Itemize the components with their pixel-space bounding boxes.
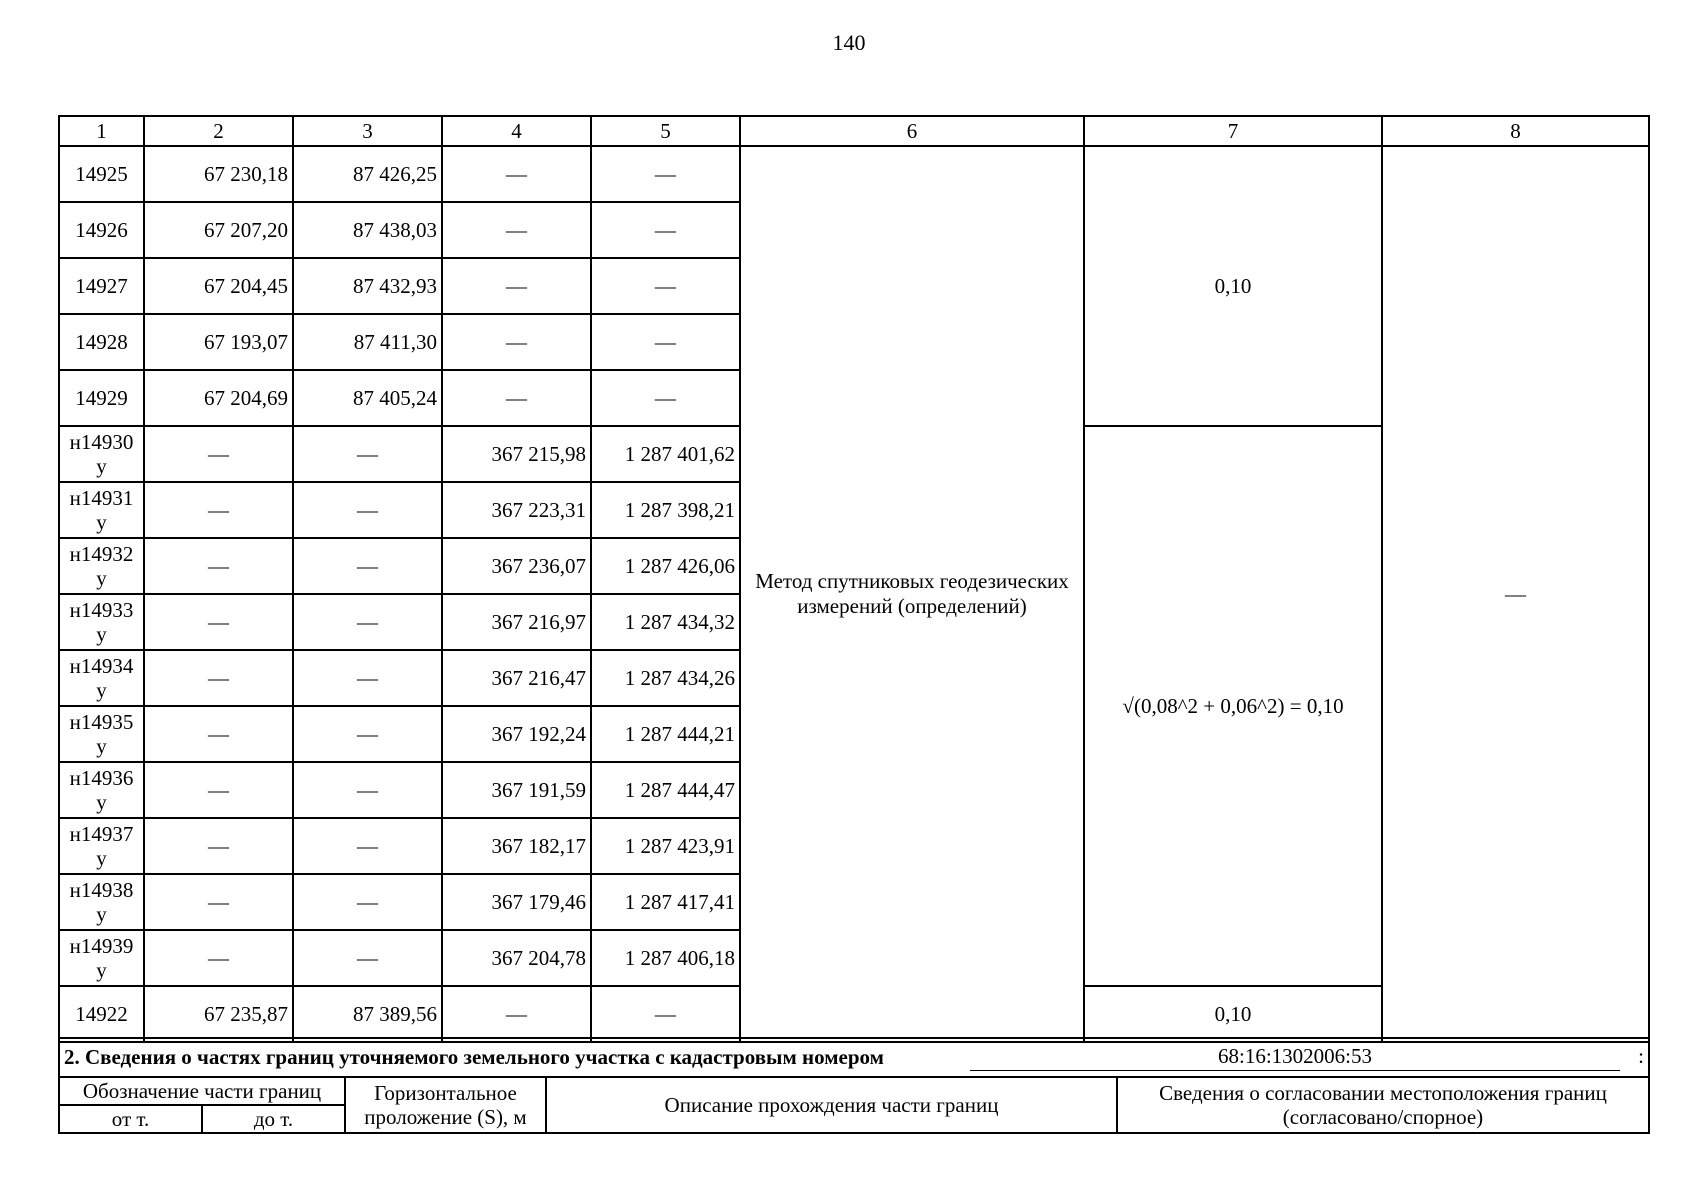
coord-y-new: — [591,370,740,426]
coord-x: 67 235,87 [144,986,293,1042]
cadastral-number: 68:16:1302006:53 [1217,1044,1372,1068]
section-2-table [58,1037,1650,1134]
colon: : [1638,1044,1644,1068]
point-id: н14936 у [59,762,144,818]
point-id: н14930 у [59,426,144,482]
coord-y-new: 1 287 444,47 [591,762,740,818]
coord-y: — [293,874,442,930]
coord-y: 87 411,30 [293,314,442,370]
coord-x-new: 367 191,59 [442,762,591,818]
coord-x-new: — [442,986,591,1042]
coord-y: — [293,482,442,538]
point-id: 14928 [59,314,144,370]
point-id: н14939 у [59,930,144,986]
coord-y-new: 1 287 417,41 [591,874,740,930]
coord-y: 87 405,24 [293,370,442,426]
point-id: 14922 [59,986,144,1042]
point-id: н14932 у [59,538,144,594]
coord-x-new: 367 192,24 [442,706,591,762]
coord-x-new: — [442,146,591,202]
coord-y: 87 426,25 [293,146,442,202]
header-cell: 3 [293,116,442,146]
coord-x-new: 367 182,17 [442,818,591,874]
coord-y: — [293,650,442,706]
coord-x: 67 204,45 [144,258,293,314]
point-id: 14929 [59,370,144,426]
coord-x-new: 367 236,07 [442,538,591,594]
from-header: от т. [59,1105,202,1133]
coord-y-new: — [591,146,740,202]
coordinates-table [58,115,1650,1043]
header-cell: 4 [442,116,591,146]
coord-x: 67 207,20 [144,202,293,258]
coord-y-new: — [591,202,740,258]
coord-y-new: 1 287 406,18 [591,930,740,986]
header-cell: 1 [59,116,144,146]
underline [970,1070,1620,1071]
section-title: 2. Сведения о частях границ уточняемого земельного участка с кадастровым номером [64,1045,884,1069]
coord-x: — [144,538,293,594]
point-id: 14927 [59,258,144,314]
coord-y: 87 389,56 [293,986,442,1042]
coord-x-new: — [442,370,591,426]
point-id: н14931 у [59,482,144,538]
coord-x: — [144,650,293,706]
coord-x: — [144,762,293,818]
coord-y: — [293,538,442,594]
coord-y-new: — [591,314,740,370]
coord-y-new: 1 287 426,06 [591,538,740,594]
section-title-row [59,1038,1649,1077]
coord-y-new: 1 287 398,21 [591,482,740,538]
coord-x-new: 367 223,31 [442,482,591,538]
coord-y: 87 432,93 [293,258,442,314]
accuracy-formula-cell: √(0,08^2 + 0,06^2) = 0,10 [1084,426,1382,986]
header-cell: 7 [1084,116,1382,146]
point-id: н14935 у [59,706,144,762]
coord-y: — [293,762,442,818]
coord-y: — [293,818,442,874]
coord-y-new: 1 287 434,26 [591,650,740,706]
point-id: н14933 у [59,594,144,650]
to-header: до т. [202,1105,345,1133]
coord-x-new: 367 215,98 [442,426,591,482]
coord-x-new: 367 179,46 [442,874,591,930]
coord-x: — [144,706,293,762]
method-cell: Метод спутниковых геодезических измерений (определений) [740,146,1084,1042]
coord-x-new: 367 216,97 [442,594,591,650]
coord-x: — [144,426,293,482]
point-id: н14937 у [59,818,144,874]
header-cell: 6 [740,116,1084,146]
point-id: н14934 у [59,650,144,706]
coord-y-new: 1 287 401,62 [591,426,740,482]
coord-y-new: — [591,986,740,1042]
point-id: 14925 [59,146,144,202]
coord-y: 87 438,03 [293,202,442,258]
coord-x: — [144,930,293,986]
coord-x: 67 193,07 [144,314,293,370]
header-cell: 5 [591,116,740,146]
table-row [59,146,1649,202]
description-header: Описание прохождения части границ [546,1077,1117,1133]
header-row [59,116,1649,146]
coord-y: — [293,594,442,650]
header-cell: 2 [144,116,293,146]
coord-x: 67 230,18 [144,146,293,202]
coord-y: — [293,426,442,482]
accuracy-cell: 0,10 [1084,146,1382,426]
coord-x: — [144,818,293,874]
coord-y-new: 1 287 434,32 [591,594,740,650]
coord-x: 67 204,69 [144,370,293,426]
coord-x-new: — [442,258,591,314]
coord-x-new: — [442,314,591,370]
coord-x-new: 367 216,47 [442,650,591,706]
coord-y-new: 1 287 444,21 [591,706,740,762]
horizontal-header: Горизонтальное проложение (S), м [345,1077,546,1133]
coord-y-new: — [591,258,740,314]
col8-cell: — [1382,146,1649,1042]
coord-y: — [293,706,442,762]
coord-y-new: 1 287 423,91 [591,818,740,874]
accuracy-cell: 0,10 [1084,986,1382,1042]
coord-x: — [144,874,293,930]
coord-x-new: 367 204,78 [442,930,591,986]
point-id: н14938 у [59,874,144,930]
coord-x: — [144,594,293,650]
coord-x: — [144,482,293,538]
point-id: 14926 [59,202,144,258]
header-cell: 8 [1382,116,1649,146]
designation-header: Обозначение части границ [59,1077,345,1105]
coord-y: — [293,930,442,986]
coord-x-new: — [442,202,591,258]
agreement-header: Сведения о согласовании местоположения границ (согласовано/спорное) [1117,1077,1649,1133]
page-number: 140 [832,30,866,55]
